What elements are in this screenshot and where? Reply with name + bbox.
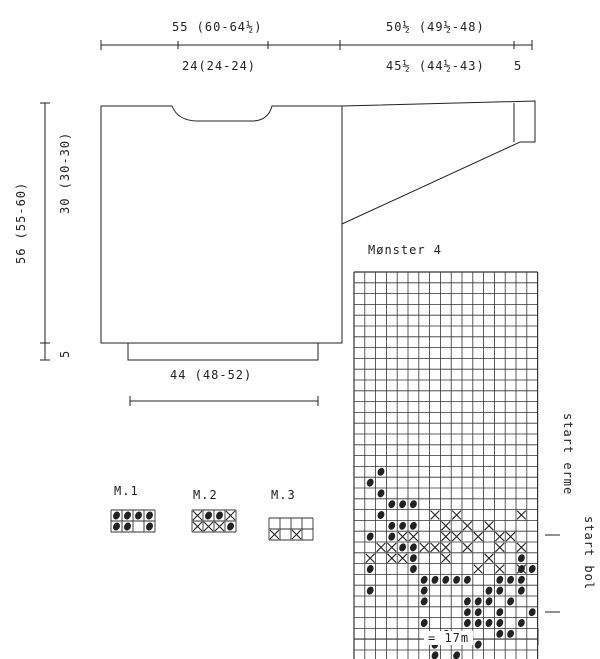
dot-stitch (123, 510, 133, 520)
dot-stitch (366, 564, 375, 574)
legend-m3-label: M.3 (271, 488, 296, 502)
chart-title: Mønster 4 (368, 243, 443, 257)
sleeve-section-label: 45½ (44½-43) (386, 59, 485, 73)
dot-stitch (145, 521, 155, 531)
dot-stitch (376, 488, 385, 498)
dot-stitch (376, 467, 385, 477)
body-outline (101, 106, 342, 343)
dot-stitch (528, 607, 537, 617)
cuff-length-label: 5 (514, 59, 523, 73)
armhole-depth-label: 30 (30-30) (58, 131, 72, 214)
body-width-label: 55 (60-64½) (172, 20, 263, 34)
sleeve-length-label: 50½ (49½-48) (386, 20, 485, 34)
dot-stitch (409, 499, 418, 509)
dot-stitch (495, 629, 504, 639)
dot-stitch (145, 510, 155, 520)
rib-height-label: 5 (58, 349, 72, 358)
legend-m1-label: M.1 (114, 484, 139, 498)
dot-stitch (387, 499, 396, 509)
dot-stitch (474, 640, 483, 650)
rib-outline (128, 343, 318, 360)
dot-stitch (387, 532, 396, 542)
dot-stitch (463, 618, 472, 628)
dot-stitch (474, 607, 483, 617)
dot-stitch (452, 650, 461, 659)
dot-stitch (495, 607, 504, 617)
dot-stitch (420, 575, 429, 585)
dot-stitch (528, 564, 537, 574)
dot-stitch (517, 586, 526, 596)
legend-m2-label: M.2 (193, 488, 218, 502)
dot-stitch (474, 596, 483, 606)
dot-stitch (484, 596, 493, 606)
dot-stitch (398, 542, 407, 552)
dot-stitch (409, 564, 418, 574)
dot-stitch (409, 553, 418, 563)
dot-stitch (409, 542, 418, 552)
dot-stitch (376, 510, 385, 520)
dot-stitch (517, 575, 526, 585)
dot-stitch (226, 521, 236, 531)
dot-stitch (463, 575, 472, 585)
dot-stitch (506, 596, 515, 606)
dot-stitch (495, 575, 504, 585)
dot-stitch (474, 618, 483, 628)
dot-stitch (398, 499, 407, 509)
dot-stitch (204, 510, 214, 520)
dot-stitch (495, 618, 504, 628)
dot-stitch (366, 586, 375, 596)
dot-stitch (112, 521, 122, 531)
dot-stitch (441, 575, 450, 585)
start-body-label: start bol (582, 516, 596, 591)
dot-stitch (112, 510, 122, 520)
dot-stitch (420, 618, 429, 628)
dot-stitch (387, 521, 396, 531)
dot-stitch (215, 510, 225, 520)
dot-stitch (123, 521, 133, 531)
dot-stitch (430, 575, 439, 585)
dot-stitch (452, 575, 461, 585)
dot-stitch (366, 532, 375, 542)
neck-width-label: 24(24-24) (182, 59, 257, 73)
dot-stitch (463, 596, 472, 606)
dot-stitch (506, 629, 515, 639)
dot-stitch (517, 553, 526, 563)
dot-stitch (134, 510, 144, 520)
dot-stitch (463, 607, 472, 617)
dot-stitch (420, 586, 429, 596)
dot-stitch (366, 478, 375, 488)
dot-stitch (484, 586, 493, 596)
dot-stitch (506, 575, 515, 585)
start-sleeve-label: start erme (561, 413, 575, 496)
bottom-width-label: 44 (48-52) (170, 368, 253, 382)
dot-stitch (430, 650, 439, 659)
total-length-label: 56 (55-60) (14, 181, 28, 264)
legend-graphics (111, 510, 313, 540)
sleeve-outline (342, 101, 535, 224)
dot-stitch (398, 521, 407, 531)
dot-stitch (495, 586, 504, 596)
dot-stitch (409, 521, 418, 531)
dot-stitch (517, 618, 526, 628)
repeat-label: = 17m (424, 631, 473, 645)
dot-stitch (484, 618, 493, 628)
dot-stitch (420, 596, 429, 606)
